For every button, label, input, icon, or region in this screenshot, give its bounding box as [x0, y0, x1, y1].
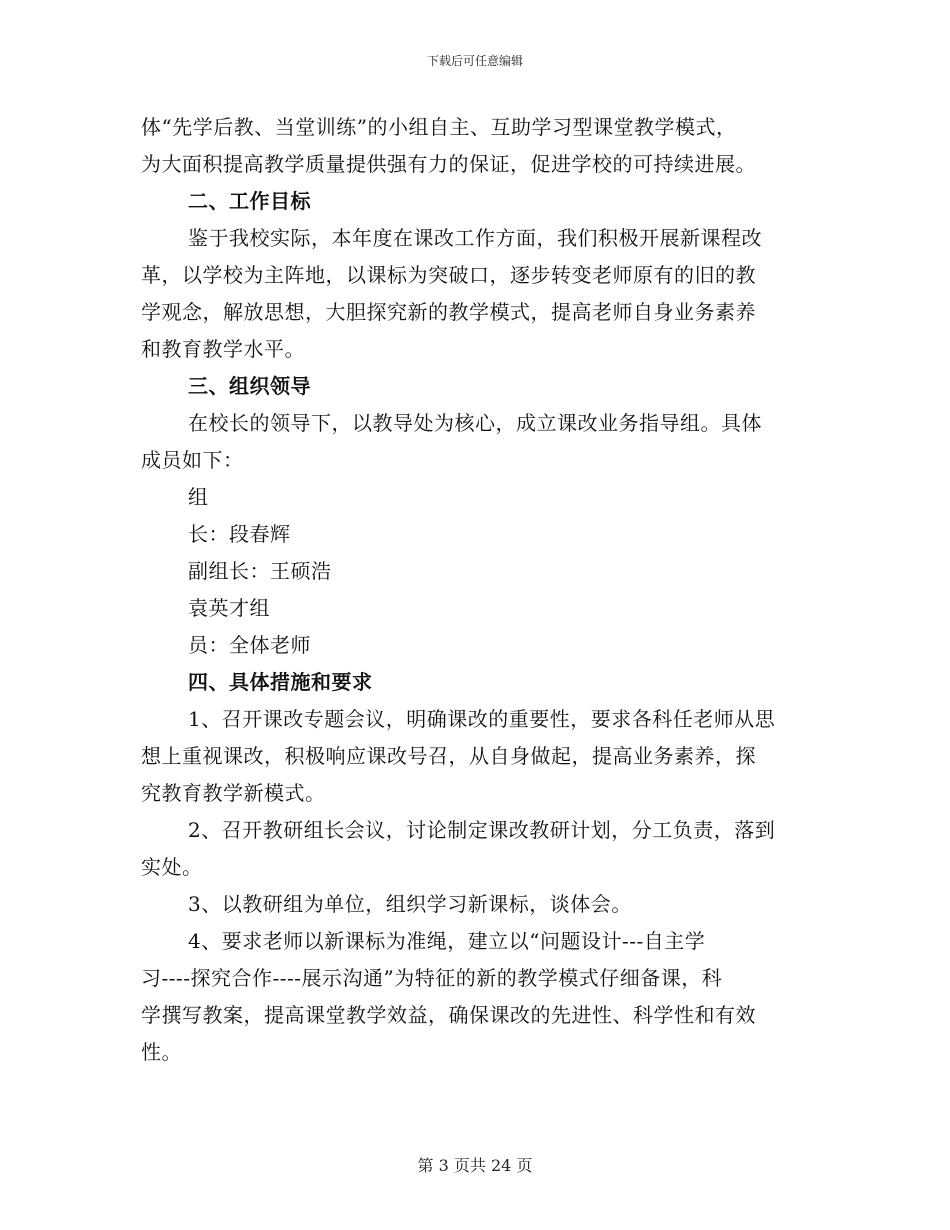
section-heading-goals: 二、工作目标 [188, 189, 311, 213]
member-line: 员：全体老师 [188, 633, 311, 657]
paragraph-line: 在校长的领导下，以教导处为核心，成立课改业务指导组。具体 [188, 411, 762, 435]
member-line: 袁英才组 [188, 596, 270, 620]
paragraph-line: 2、召开教研组长会议，讨论制定课改教研计划，分工负责，落到 [188, 818, 776, 842]
paragraph-line: 4、要求老师以新课标为准绳，建立以“问题设计---自主学 [188, 929, 706, 953]
page-number-footer: 第 3 页共 24 页 [417, 1156, 533, 1175]
paragraph-line: 3、以教研组为单位，组织学习新课标，谈体会。 [188, 892, 632, 916]
member-line: 副组长：王硕浩 [188, 559, 332, 583]
paragraph-line: 性。 [141, 1040, 182, 1064]
paragraph-line: 成员如下： [141, 448, 244, 472]
paragraph-line: 鉴于我校实际，本年度在课改工作方面，我们积极开展新课程改 [188, 226, 762, 250]
paragraph-line: 实处。 [141, 855, 203, 879]
section-heading-measures: 四、具体措施和要求 [188, 670, 373, 694]
paragraph-line: 革，以学校为主阵地，以课标为突破口，逐步转变老师原有的旧的教 [141, 263, 756, 287]
paragraph-line: 和教育教学水平。 [141, 337, 305, 361]
section-heading-organization: 三、组织领导 [188, 374, 311, 398]
paragraph-line: 体“先学后教、当堂训练”的小组自主、互助学习型课堂教学模式， [141, 115, 737, 139]
paragraph-line: 1、召开课改专题会议，明确课改的重要性，要求各科任老师从思 [188, 707, 776, 731]
paragraph-line: 学撰写教案，提高课堂教学效益，确保课改的先进性、科学性和有效 [141, 1003, 756, 1027]
paragraph-line: 学观念，解放思想，大胆探究新的教学模式，提高老师自身业务素养 [141, 300, 756, 324]
member-line: 组 [188, 485, 209, 509]
member-line: 长：段春辉 [188, 522, 291, 546]
paragraph-line: 想上重视课改，积极响应课改号召，从自身做起，提高业务素养，探 [141, 744, 756, 768]
page-header: 下载后可任意编辑 [426, 54, 523, 68]
paragraph-line: 究教育教学新模式。 [141, 781, 326, 805]
paragraph-line: 为大面积提高教学质量提供强有力的保证，促进学校的可持续进展。 [141, 152, 756, 176]
paragraph-line: 习----探究合作----展示沟通”为特征的新的教学模式仔细备课，科 [141, 966, 723, 990]
